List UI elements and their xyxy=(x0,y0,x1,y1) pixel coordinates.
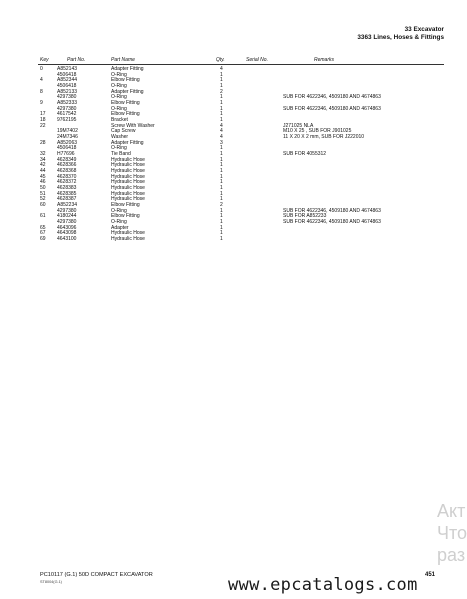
part-name-cell: Hydraulic Hose xyxy=(111,190,145,197)
part-name-cell: Hydraulic Hose xyxy=(111,162,145,169)
key-cell: 22 xyxy=(40,122,46,129)
part-name-cell: Adapter Fitting xyxy=(111,139,144,146)
part-name-cell: Elbow Fitting xyxy=(111,111,140,118)
column-header-serial-no: Serial No. xyxy=(246,57,268,63)
quantity-cell: 1 xyxy=(220,162,223,169)
quantity-cell: 1 xyxy=(220,100,223,107)
part-number-cell: 4628372 xyxy=(57,179,77,186)
quantity-cell: 1 xyxy=(220,236,223,243)
key-cell: 17 xyxy=(40,111,46,118)
part-name-cell: Screw With Washer xyxy=(111,122,155,129)
part-number-cell: 4628387 xyxy=(57,196,77,203)
quantity-cell: 1 xyxy=(220,179,223,186)
part-name-cell: Elbow Fitting xyxy=(111,77,140,84)
part-number-cell: 4628366 xyxy=(57,162,77,169)
quantity-cell: 1 xyxy=(220,173,223,180)
part-name-cell: Cap Screw xyxy=(111,128,136,135)
remarks-cell: J271025 NLA xyxy=(283,122,314,129)
remarks-cell: M10 X 25 , SUB FOR J901025 xyxy=(283,128,352,135)
remarks-cell: SUB FOR 4622346, 4509180 AND 4674863 xyxy=(283,94,381,101)
quantity-cell: 1 xyxy=(220,156,223,163)
page-number: 451 xyxy=(425,572,436,578)
part-name-cell: Elbow Fitting xyxy=(111,213,140,220)
part-number-cell: 19M7402 xyxy=(57,128,78,135)
part-number-cell: 4297380 xyxy=(57,207,77,214)
quantity-cell: 1 xyxy=(220,83,223,90)
part-name-cell: O-Ring xyxy=(111,83,127,90)
footer-code: ST8004(G.1) xyxy=(40,580,62,584)
watermark-text: Акт Что раз xyxy=(437,501,467,565)
part-name-cell: O-Ring xyxy=(111,207,127,214)
key-cell: 67 xyxy=(40,230,46,237)
part-name-cell: Washer xyxy=(111,134,129,141)
part-name-cell: O-Ring xyxy=(111,71,127,78)
remarks-cell: 11 X 20 X 2 mm, SUB FOR J222010 xyxy=(283,134,365,141)
key-cell: 9 xyxy=(40,100,43,107)
part-number-cell: A852234 xyxy=(57,202,78,209)
part-name-cell: Elbow Fitting xyxy=(111,100,140,107)
quantity-cell: 1 xyxy=(220,224,223,231)
remarks-cell: SUB FOR 4055312 xyxy=(283,151,327,158)
quantity-cell: 1 xyxy=(220,219,223,226)
part-number-cell: A852344 xyxy=(57,77,78,84)
part-number-cell: A852063 xyxy=(57,139,78,146)
part-number-cell: 4628368 xyxy=(57,168,77,175)
quantity-cell: 1 xyxy=(220,230,223,237)
part-number-cell: 9762195 xyxy=(57,117,77,124)
column-header-part-no: Part No. xyxy=(67,57,86,63)
part-number-cell: 4628349 xyxy=(57,156,77,163)
quantity-cell: 2 xyxy=(220,88,223,95)
key-cell: 0 xyxy=(40,66,43,72)
key-cell: 51 xyxy=(40,190,46,197)
key-cell: 18 xyxy=(40,117,46,124)
part-number-cell: 4506418 xyxy=(57,71,77,78)
remarks-cell: SUB FOR A852233 xyxy=(283,213,327,220)
key-cell: 28 xyxy=(40,139,46,146)
part-name-cell: Hydraulic Hose xyxy=(111,196,145,203)
part-name-cell: O-Ring xyxy=(111,94,127,101)
part-number-cell: A852133 xyxy=(57,88,78,95)
key-cell: 44 xyxy=(40,168,46,175)
key-cell: 52 xyxy=(40,196,46,203)
key-cell: 8 xyxy=(40,88,43,95)
part-number-cell: A852143 xyxy=(57,66,78,72)
quantity-cell: 4 xyxy=(220,66,223,72)
part-name-cell: O-Ring xyxy=(111,105,127,112)
part-number-cell: A852333 xyxy=(57,100,78,107)
part-number-cell: 24M7346 xyxy=(57,134,78,141)
part-number-cell: 4628385 xyxy=(57,190,77,197)
part-name-cell: Hydraulic Hose xyxy=(111,173,145,180)
key-cell: 60 xyxy=(40,202,46,209)
part-number-cell: 4643096 xyxy=(57,224,77,231)
quantity-cell: 1 xyxy=(220,111,223,118)
quantity-cell: 1 xyxy=(220,151,223,158)
part-number-cell: 4643100 xyxy=(57,236,77,243)
part-name-cell: Hydraulic Hose xyxy=(111,230,145,237)
key-cell: 4 xyxy=(40,77,43,84)
part-name-cell: Hydraulic Hose xyxy=(111,156,145,163)
quantity-cell: 1 xyxy=(220,185,223,192)
remarks-cell: SUB FOR 4622346, 4509180 AND 4674863 xyxy=(283,219,381,226)
part-number-cell: 4297380 xyxy=(57,94,77,101)
key-cell: 34 xyxy=(40,156,46,163)
part-name-cell: Hydraulic Hose xyxy=(111,236,145,243)
key-cell: 50 xyxy=(40,185,46,192)
quantity-cell: 1 xyxy=(220,196,223,203)
remarks-cell: SUB FOR 4622346, 4509180 AND 4674863 xyxy=(283,207,381,214)
key-cell: 65 xyxy=(40,224,46,231)
quantity-cell: 4 xyxy=(220,134,223,141)
quantity-cell: 1 xyxy=(220,94,223,101)
quantity-cell: 2 xyxy=(220,202,223,209)
part-number-cell: 4506418 xyxy=(57,145,77,152)
quantity-cell: 1 xyxy=(220,117,223,124)
table-row xyxy=(0,237,462,243)
part-number-cell: H77696 xyxy=(57,151,75,158)
quantity-cell: 1 xyxy=(220,207,223,214)
quantity-cell: 1 xyxy=(220,168,223,175)
quantity-cell: 1 xyxy=(220,190,223,197)
column-header-key: Key xyxy=(40,57,49,63)
key-cell: 42 xyxy=(40,162,46,169)
part-name-cell: Hydraulic Hose xyxy=(111,179,145,186)
key-cell: 61 xyxy=(40,213,46,220)
quantity-cell: 4 xyxy=(220,122,223,129)
key-cell: 46 xyxy=(40,179,46,186)
part-number-cell: 4643098 xyxy=(57,230,77,237)
parts-table xyxy=(0,67,462,243)
quantity-cell: 1 xyxy=(220,213,223,220)
part-number-cell: 4297380 xyxy=(57,219,77,226)
key-cell: 45 xyxy=(40,173,46,180)
quantity-cell: 4 xyxy=(220,128,223,135)
part-number-cell: 4180244 xyxy=(57,213,77,220)
part-name-cell: Tie Band xyxy=(111,151,131,158)
key-cell: 69 xyxy=(40,236,46,243)
remarks-cell: SUB FOR 4622346, 4509180 AND 4674863 xyxy=(283,105,381,112)
part-number-cell: 4506418 xyxy=(57,83,77,90)
quantity-cell: 1 xyxy=(220,105,223,112)
part-number-cell: 4297380 xyxy=(57,105,77,112)
part-name-cell: O-Ring xyxy=(111,219,127,226)
key-cell: 32 xyxy=(40,151,46,158)
part-name-cell: Adapter Fitting xyxy=(111,88,144,95)
quantity-cell: 1 xyxy=(220,77,223,84)
column-header-remarks: Remarks xyxy=(314,57,335,63)
part-name-cell: Bracket xyxy=(111,117,128,124)
part-number-cell: 4628383 xyxy=(57,185,77,192)
part-number-cell: 4617542 xyxy=(57,111,77,118)
column-header-part-name: Part Name xyxy=(111,57,135,63)
part-name-cell: O-Ring xyxy=(111,145,127,152)
quantity-cell: 3 xyxy=(220,139,223,146)
group-title: 3363 Lines, Hoses & Fittings xyxy=(357,34,444,41)
quantity-cell: 1 xyxy=(220,145,223,152)
part-name-cell: Hydraulic Hose xyxy=(111,168,145,175)
part-name-cell: Elbow Fitting xyxy=(111,202,140,209)
website-link[interactable]: www.epcatalogs.com xyxy=(228,575,418,595)
header-rule xyxy=(38,64,444,65)
part-number-cell: 4628370 xyxy=(57,173,77,180)
section-title: 33 Excavator xyxy=(404,26,444,33)
part-name-cell: Adapter Fitting xyxy=(111,66,144,72)
footer-document-title: PC10117 (G.1) 50D COMPACT EXCAVATOR xyxy=(40,572,153,578)
part-name-cell: Hydraulic Hose xyxy=(111,185,145,192)
quantity-cell: 1 xyxy=(220,71,223,78)
part-name-cell: Adapter xyxy=(111,224,129,231)
column-header-qty: Qty. xyxy=(216,57,225,63)
